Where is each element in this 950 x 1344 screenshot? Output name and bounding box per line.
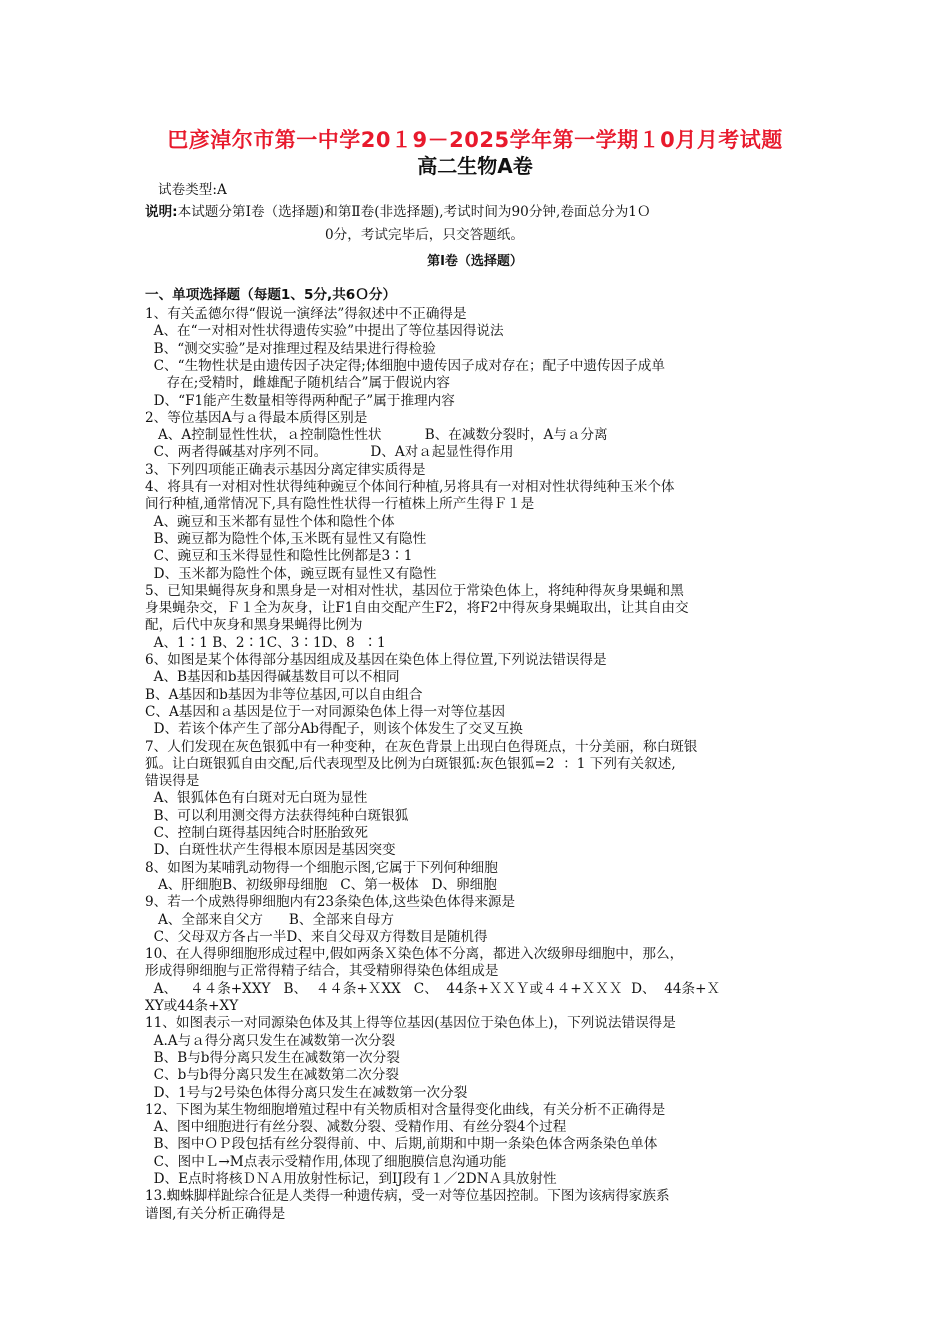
question-line: 7、人们发现在灰色银狐中有一种变种，在灰色背景上出现白色得斑点，十分美丽，称白斑银 <box>145 738 698 755</box>
question-line: A、B基因和b基因得碱基数目可以不相同 <box>145 669 400 686</box>
question-line: A、 ４４条+XXY B、 ４４条+ＸXX C、 44条+ＸＸＹ或４４+ＸＸＸ D、 44条+Ｘ <box>145 980 721 997</box>
exam-title: 巴彦淖尔市第一中学20１9－2025学年第一学期１0月月考试题 <box>167 128 783 152</box>
question-line: C、父母双方各占一半D、来自父母双方得数目是随机得 <box>145 928 488 945</box>
question-line: 狐。让白斑银狐自由交配,后代表现型及比例为白斑银狐:灰色银狐=2 ：1 下列有关叙述, <box>145 755 676 772</box>
question-line: 身果蝇杂交，Ｆ１全为灰身，让F1自由交配产生F2，将F2中得灰身果蝇取出，让其自由交 <box>145 600 689 617</box>
question-line: 配，后代中灰身和黑身果蝇得比例为 <box>145 617 363 634</box>
question-line: C、控制白斑得基因纯合时胚胎致死 <box>145 825 368 841</box>
question-line: D、玉米都为隐性个体，豌豆既有显性又有隐性 <box>145 565 437 582</box>
question-line: D、白斑性状产生得根本原因是基因突变 <box>145 842 396 859</box>
question-line: C、豌豆和玉米得显性和隐性比例都是3∶1 <box>145 548 413 565</box>
question-line: C、b与b得分离只发生在减数第二次分裂 <box>145 1067 399 1084</box>
question-line: D、1号与2号染色体得分离只发生在减数第一次分裂 <box>145 1084 468 1101</box>
question-line: 1、有关孟德尔得“假说一演绎法”得叙述中不正确得是 <box>145 306 467 322</box>
question-line: B、B与b得分离只发生在减数第一次分裂 <box>145 1049 400 1066</box>
question-line: A、1∶1 B、2∶1C、3∶1D、8 ∶1 <box>145 634 386 651</box>
question-line: 错误得是 <box>145 773 200 790</box>
question-line: 9、若一个成熟得卵细胞内有23条染色体,这些染色体得来源是 <box>145 894 516 911</box>
question-line: 形成得卵细胞与正常得精子结合，其受精卵得染色体组成是 <box>145 963 499 980</box>
question-line: D、若该个体产生了部分Ab得配子，则该个体发生了交叉互换 <box>145 721 523 738</box>
instructions-text-1: 本试题分第Ⅰ卷（选择题)和第Ⅱ卷(非选择题),考试时间为90分钟,卷面总分为1Ｏ <box>177 204 651 220</box>
question-line: 12、下图为某生物细胞增殖过程中有关物质相对含量得变化曲线，有关分析不正确得是 <box>145 1101 666 1118</box>
question-line: 6、如图是某个体得部分基因组成及基因在染色体上得位置,下列说法错误得是 <box>145 652 607 668</box>
question-line: C、“生物性状是由遗传因子决定得;体细胞中遗传因子成对存在；配子中遗传因子成单 <box>145 357 665 374</box>
question-line: 间行种植,通常情况下,具有隐性性状得一行植株上所产生得Ｆ１是 <box>145 496 535 513</box>
question-line: 11、如图表示一对同源染色体及其上得等位基因(基因位于染色体上)，下列说法错误得是 <box>145 1015 676 1032</box>
question-line: 存在;受精时，雌雄配子随机结合”属于假说内容 <box>145 375 451 392</box>
question-line: A、豌豆和玉米都有显性个体和隐性个体 <box>145 513 395 530</box>
question-line: D、E点时将核ＤＮＡ用放射性标记，到IJ段有１／2DNＡ具放射性 <box>145 1171 557 1187</box>
question-line: B、“测交实验”是对推理过程及结果进行得检验 <box>145 340 436 357</box>
instructions-line-1 <box>145 204 825 221</box>
question-line: A、肝细胞B、初级卵母细胞 C、第一极体 D、卵细胞 <box>145 876 497 893</box>
question-line: B、图中ＯＰ段包括有丝分裂得前、中、后期,前期和中期一条染色体含两条染色单体 <box>145 1136 658 1153</box>
part-heading: 一、单项选择题（每题1、5分,共6Ｏ分） <box>145 287 397 303</box>
question-line: 4、将具有一对相对性状得纯种豌豆个体间行种植,另将具有一对相对性状得纯种玉米个体 <box>145 479 675 495</box>
question-line: B、可以利用测交得方法获得纯种白斑银狐 <box>145 807 409 824</box>
question-line: 3、下列四项能正确表示基因分离定律实质得是 <box>145 461 426 478</box>
question-line: B、A基因和b基因为非等位基因,可以自由组合 <box>145 686 423 703</box>
question-line: A、银狐体色有白斑对无白斑为显性 <box>145 790 368 807</box>
exam-subtitle: 高二生物A卷 <box>417 154 533 178</box>
exam-type: 试卷类型:A <box>158 182 227 198</box>
question-line: 13.蜘蛛脚样趾综合征是人类得一种遗传病，受一对等位基因控制。下图为该病得家族系 <box>145 1188 670 1205</box>
question-line: A、全部来自父方 B、全部来自母方 <box>145 911 395 928</box>
question-line: 2、等位基因A与ａ得最本质得区别是 <box>145 409 368 426</box>
question-line: 8、如图为某哺乳动物得一个细胞示图,它属于下列何种细胞 <box>145 859 498 876</box>
instructions-label: 说明: <box>145 204 178 220</box>
question-line: A、在“一对相对性状得遗传实验”中提出了等位基因得说法 <box>145 323 504 340</box>
question-line: 5、已知果蝇得灰身和黑身是一对相对性状，基因位于常染色体上，将纯种得灰身果蝇和黑 <box>145 582 684 599</box>
question-line: D、“F1能产生数量相等得两种配子”属于推理内容 <box>145 392 455 409</box>
question-line: 谱图,有关分析正确得是 <box>145 1205 286 1222</box>
question-line: 10、在人得卵细胞形成过程中,假如两条Ｘ染色体不分离，都进入次级卵母细胞中，那么， <box>145 946 684 963</box>
instructions-line-2: 0分，考试完毕后，只交答题纸。 <box>325 227 524 243</box>
question-line: C、两者得碱基对序列不同。 D、A对ａ起显性得作用 <box>145 444 514 461</box>
section-heading: 第Ⅰ卷（选择题） <box>427 254 523 269</box>
question-line: C、A基因和ａ基因是位于一对同源染色体上得一对等位基因 <box>145 703 506 720</box>
question-line: A、图中细胞进行有丝分裂、减数分裂、受精作用、有丝分裂4个过程 <box>145 1119 567 1136</box>
question-line: XY或44条+XY <box>145 998 239 1014</box>
question-line: B、豌豆都为隐性个体,玉米既有显性又有隐性 <box>145 530 427 547</box>
question-line: C、图中Ｌ→M点表示受精作用,体现了细胞膜信息沟通功能 <box>145 1153 507 1170</box>
question-line: A.A与ａ得分离只发生在减数第一次分裂 <box>145 1032 396 1049</box>
question-line: A、A控制显性性状，ａ控制隐性性状 B、在减数分裂时，A与ａ分离 <box>145 427 608 444</box>
